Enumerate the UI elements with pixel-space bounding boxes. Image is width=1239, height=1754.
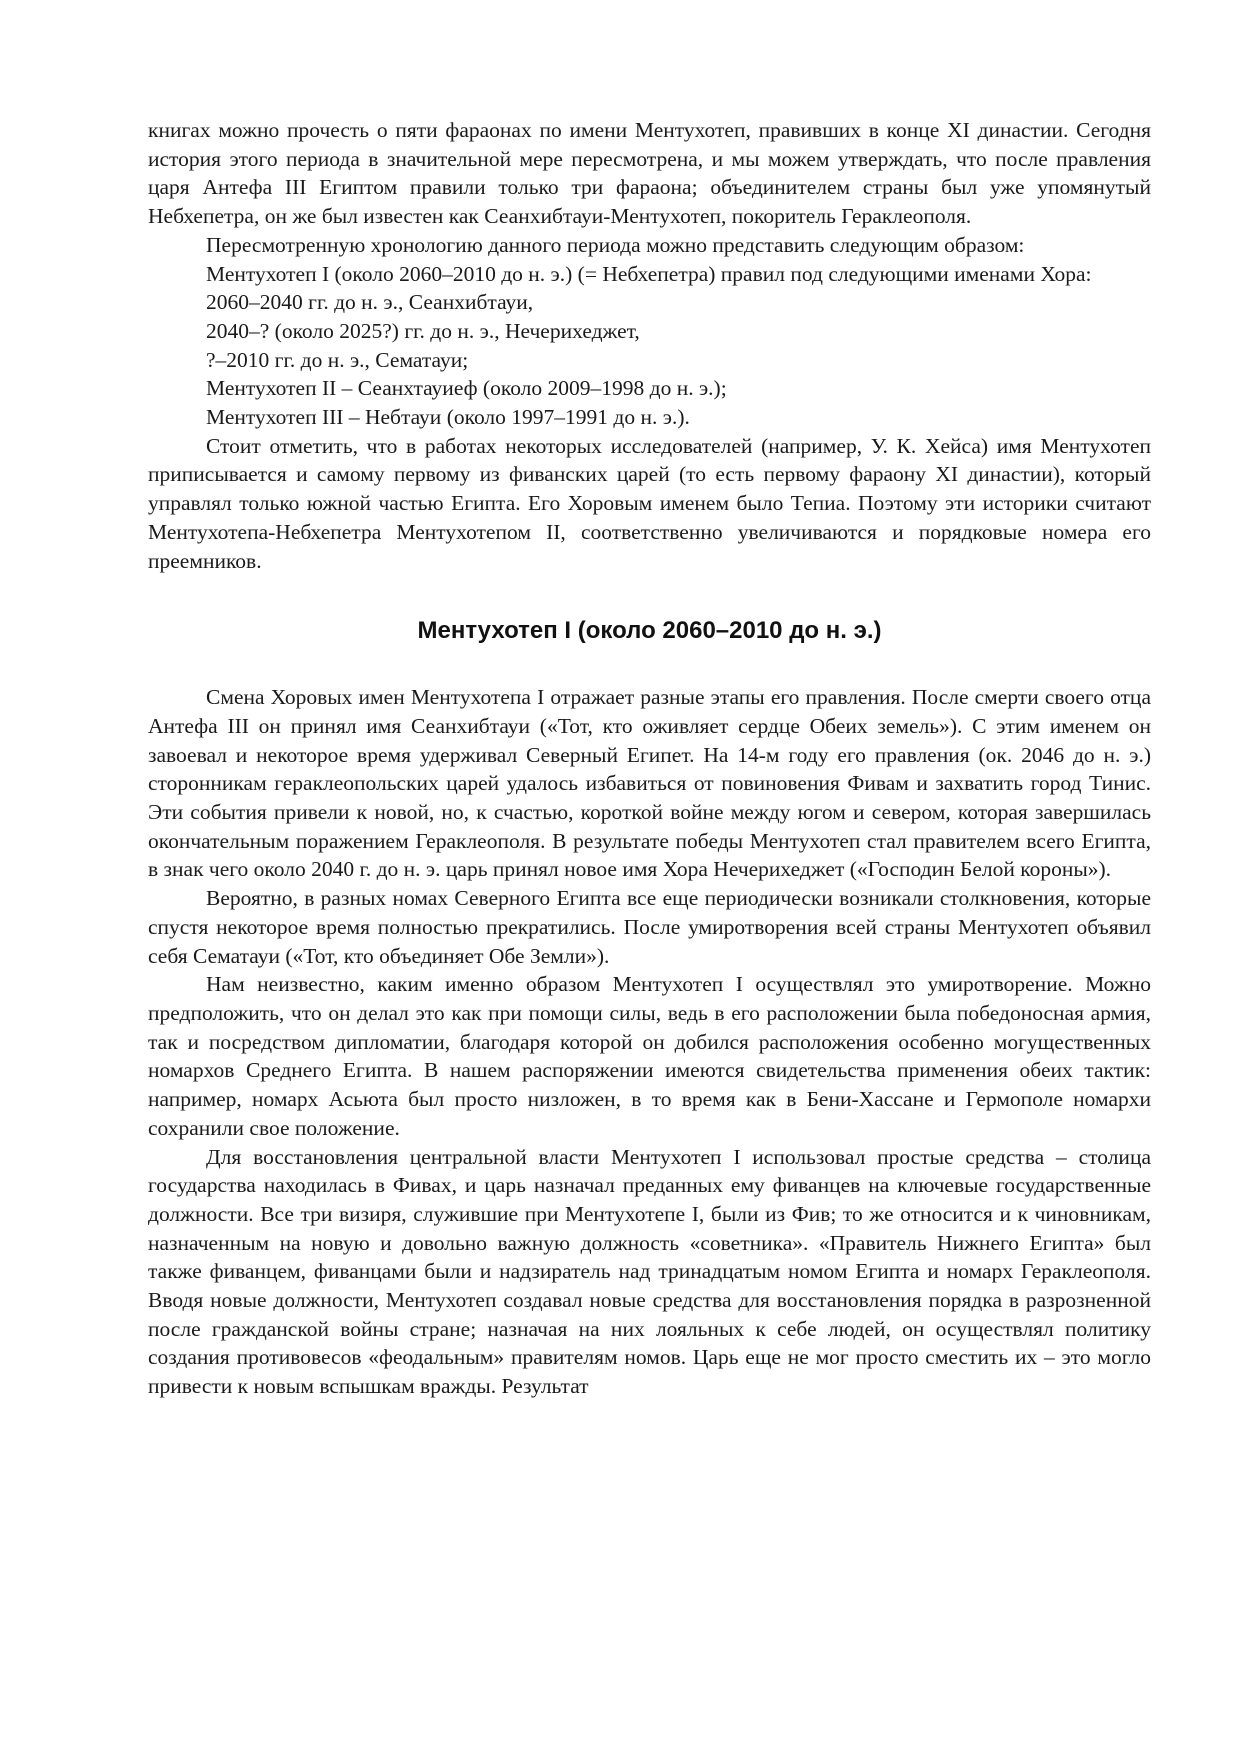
paragraph-central-power: Для восстановления центральной власти Ментухотеп I использовал простые средства – столица государства находилась в Фивах, и царь назначал преданных ему фиванцев на ключевые государственные должности. Все три визиря, служившие при Ментухотепе I, были из Фив; то же относится и к чиновникам, назначенным на новую и довольно важную должность «советника». «Правитель Нижнего Египта» был также фиванцем, фиванцами были и надзиратель над тринадцатым номом Египта и номарх Гераклеополя. Вводя новые должности, Ментухотеп создавал новые средства для восстановления порядка в разрозненной после гражданской войны стране; назначая на них лояльных к себе людей, он осуществлял политику создания противовесов «феодальным» правителям номов. Царь еще не мог просто сместить их – это могло привести к новым вспышкам вражды. Результат (148, 1144, 1151, 1399)
document-page (148, 116, 1151, 1401)
paragraph-pacification: Нам неизвестно, каким именно образом Ментухотеп I осуществлял это умиротворение. Можно предположить, что он делал это как при помощи силы, ведь в его расположении была победоносная армия, так и посредством дипломатии, благодаря которой он добился расположения особенно могущественных номархов Среднего Египта. В нашем распоряжении имеются свидетельства применения обеих тактик: например, номарх Асьюта был просто низложен, в то время как в Бени-Хассане и Гермополе номархи сохранили свое положение. (148, 972, 1151, 1140)
paragraph-intro: книгах можно прочесть о пяти фараонах по имени Ментухотеп, правивших в конце XI династии. Сегодня история этого периода в значительной мере пересмотрена, и мы можем утверждать, что после правления царя Антефа III Египтом правили только три фараона; объединителем страны был уже упомянутый Небхепетра, он же был известен как Сеанхибтауи-Ментухотеп, покоритель Гераклеополя. (148, 118, 1151, 229)
list-line-4: Ментухотеп II – Сеанхтауиеф (около 2009–1998 до н. э.); (206, 376, 727, 401)
section-heading: Ментухотеп I (около 2060–2010 до н. э.) (417, 617, 882, 645)
paragraph-chronology: Пересмотренную хронологию данного периода можно представить следующим образом: (206, 232, 1025, 257)
paragraph-mentuhotep-names: Ментухотеп I (около 2060–2010 до н. э.) (= Небхепетра) правил под следующими именами Хора: (206, 261, 1092, 286)
list-line-1: 2060–2040 гг. до н. э., Сеанхибтауи, (206, 290, 534, 315)
list-line-2: 2040–? (около 2025?) гг. до н. э., Нечерихеджет, (206, 318, 640, 343)
list-line-3: ?–2010 гг. до н. э., Сематауи; (206, 347, 469, 372)
list-line-5: Ментухотеп III – Небтауи (около 1997–1991 до н. э.). (206, 405, 690, 430)
paragraph-researchers-note: Стоит отметить, что в работах некоторых исследователей (например, У. К. Хейса) имя Ментухотеп приписывается и самому первому из фиванских царей (то есть первому фараону XI династии), который управлял только южной частью Египта. Его Хоровым именем было Тепиа. Поэтому эти историки считают Ментухотепа-Небхепетра Ментухотепом II, соответственно увеличиваются и порядковые номера его преемников. (148, 433, 1151, 573)
paragraph-north-egypt: Вероятно, в разных номах Северного Египта все еще периодически возникали столкновения, которые спустя некоторое время полностью прекратились. После умиротворения всей страны Ментухотеп объявил себя Сематауи («Тот, кто объединяет Обе Земли»). (148, 886, 1151, 968)
paragraph-horus-names: Смена Хоровых имен Ментухотепа I отражает разные этапы его правления. После смерти своего отца Антефа III он принял имя Сеанхибтауи («Тот, кто оживляет сердце Обеих земель»). С этим именем он завоевал и некоторое время удерживал Северный Египет. На 14-м году его правления (ок. 2046 до н. э.) сторонникам гераклеопольских царей удалось избавиться от повиновения Фивам и захватить город Тинис. Эти события привели к новой, но, к счастью, короткой войне между югом и севером, которая завершилась окончательным поражением Гераклеополя. В результате победы Ментухотеп стал правителем всего Египта, в знак чего около 2040 г. до н. э. царь принял новое имя Хора Нечерихеджет («Господин Белой короны»). (148, 685, 1151, 882)
